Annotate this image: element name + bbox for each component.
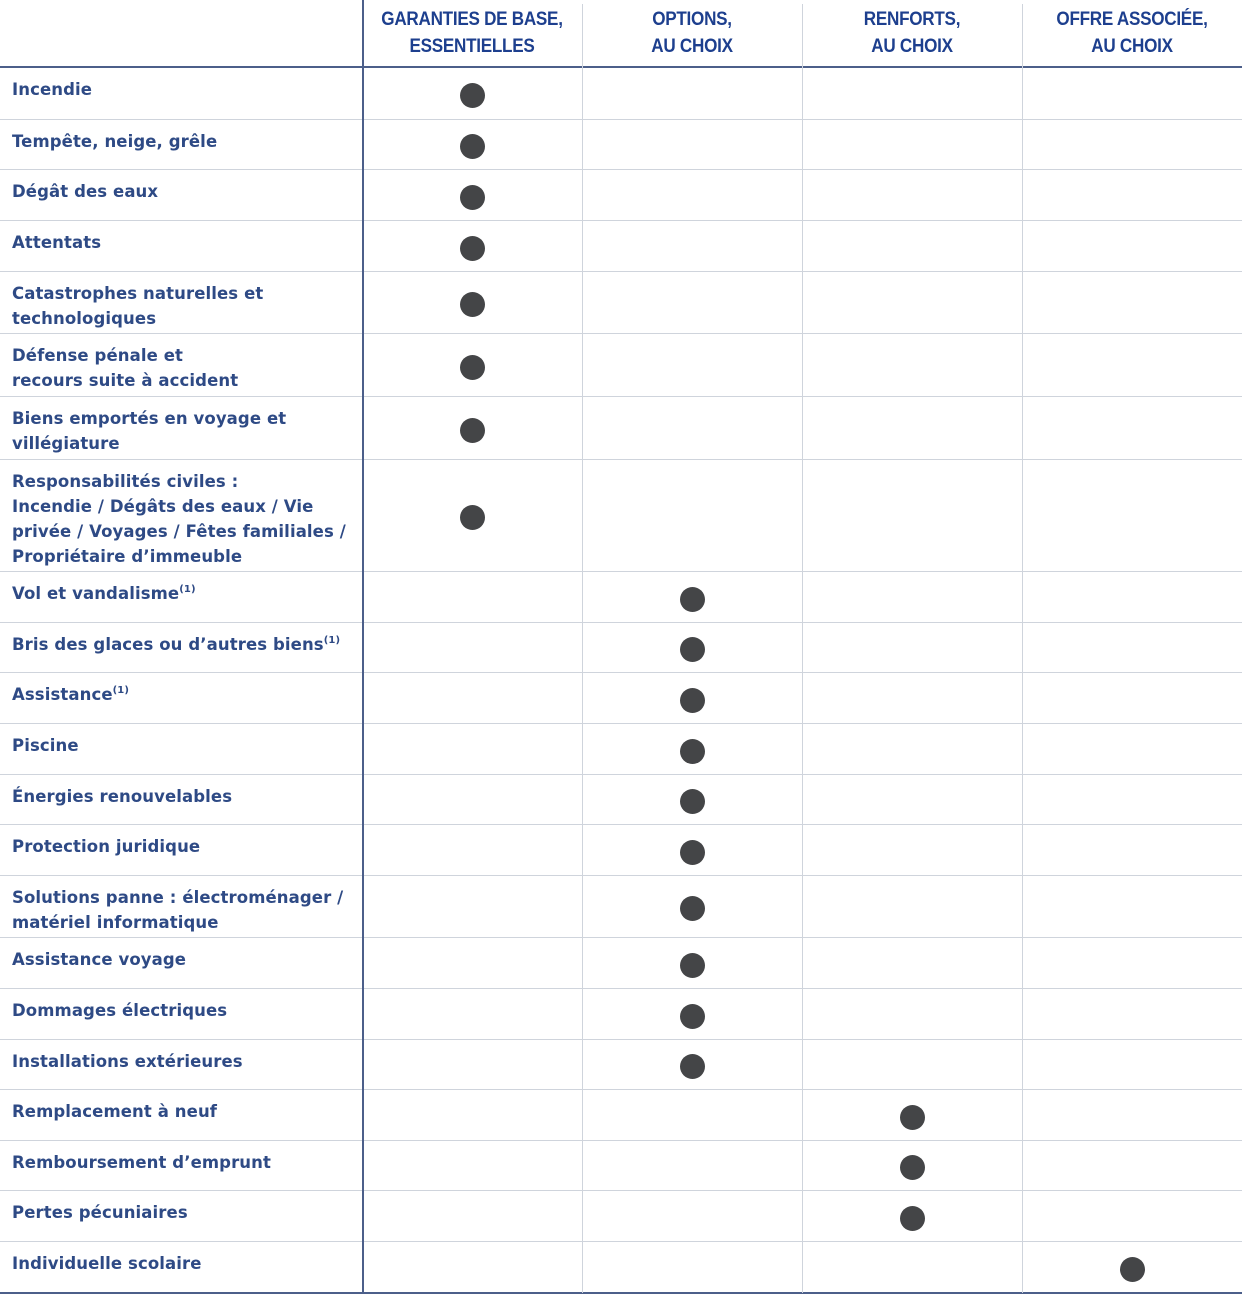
filled-circle-icon: [1120, 1257, 1145, 1282]
row-label: Dommages électriques: [12, 1001, 228, 1020]
column-header-renforts: [813, 0, 1011, 66]
row-label: Piscine: [12, 736, 79, 755]
filled-circle-icon: [460, 505, 485, 530]
column-header-line: AU CHOIX: [651, 36, 733, 57]
row-label: Défense pénale et recours suite à accident: [12, 346, 239, 390]
table-row: [0, 120, 1242, 169]
filled-circle-icon: [680, 953, 705, 978]
row-label: Installations extérieures: [12, 1052, 243, 1071]
table-row: [0, 460, 1242, 571]
row-label: Attentats: [12, 233, 102, 252]
column-header-offre: [1033, 0, 1231, 66]
label-column-divider: [362, 0, 364, 1293]
table-row: [0, 825, 1242, 875]
filled-circle-icon: [680, 1004, 705, 1029]
row-label: Bris des glaces ou d’autres biens$^{(1)}$: [12, 635, 341, 654]
filled-circle-icon: [680, 587, 705, 612]
table-row: [0, 1040, 1242, 1089]
filled-circle-icon: [680, 1054, 705, 1079]
table-row: [0, 724, 1242, 774]
row-label: Biens emportés en voyage et villégiature: [12, 409, 287, 453]
footnote-marker: (1): [179, 584, 196, 595]
table-row: [0, 876, 1242, 937]
row-label: Remplacement à neuf: [12, 1102, 218, 1121]
table-row: [0, 1090, 1242, 1140]
filled-circle-icon: [460, 236, 485, 261]
filled-circle-icon: [460, 134, 485, 159]
filled-circle-icon: [900, 1206, 925, 1231]
table-row: [0, 221, 1242, 271]
filled-circle-icon: [460, 185, 485, 210]
column-header-line: OPTIONS,: [652, 9, 732, 30]
table-row: [0, 1191, 1242, 1241]
filled-circle-icon: [900, 1155, 925, 1180]
column-header-line: ESSENTIELLES: [409, 36, 535, 57]
row-label: Incendie: [12, 80, 93, 99]
row-label: Assistance$^{(1)}$: [12, 685, 130, 704]
column-divider: [582, 4, 583, 1293]
column-header-line: AU CHOIX: [871, 36, 953, 57]
row-label: Énergies renouvelables: [12, 787, 233, 806]
filled-circle-icon: [680, 789, 705, 814]
footnote-marker: (1): [112, 685, 130, 696]
table-row: [0, 623, 1242, 672]
table-row: [0, 775, 1242, 824]
filled-circle-icon: [680, 688, 705, 713]
filled-circle-icon: [680, 739, 705, 764]
table-row: [0, 1242, 1242, 1292]
row-label: Tempête, neige, grêle: [12, 132, 218, 151]
table-row: [0, 938, 1242, 988]
column-header-options: [593, 0, 791, 66]
table-row: [0, 68, 1242, 119]
row-label: Remboursement d’emprunt: [12, 1153, 271, 1172]
column-header-line: RENFORTS,: [863, 9, 961, 30]
row-label: Pertes pécuniaires: [12, 1203, 188, 1222]
column-divider: [1022, 4, 1023, 1293]
column-header-line: OFFRE ASSOCIÉE,: [1056, 9, 1208, 30]
filled-circle-icon: [680, 896, 705, 921]
table-row: [0, 572, 1242, 622]
filled-circle-icon: [460, 83, 485, 108]
table-row: [0, 170, 1242, 220]
filled-circle-icon: [680, 637, 705, 662]
filled-circle-icon: [680, 840, 705, 865]
row-label: Individuelle scolaire: [12, 1254, 202, 1273]
column-divider: [802, 4, 803, 1293]
table-row: [0, 272, 1242, 333]
row-label: Vol et vandalisme$^{(1)}$: [12, 584, 196, 603]
table-row: [0, 397, 1242, 459]
row-label: Responsabilités civiles : Incendie / Dégâts des eaux / Vie privée / Voyages / Fêtes familiales / Propriétaire d’immeuble: [12, 472, 346, 566]
column-header-line: GARANTIES DE BASE,: [381, 9, 563, 30]
row-label: Protection juridique: [12, 837, 201, 856]
filled-circle-icon: [460, 292, 485, 317]
filled-circle-icon: [460, 418, 485, 443]
row-label: Assistance voyage: [12, 950, 187, 969]
footnote-marker: (1): [323, 635, 341, 646]
table-row: [0, 989, 1242, 1039]
column-header-line: AU CHOIX: [1091, 36, 1173, 57]
filled-circle-icon: [460, 355, 485, 380]
row-label: Solutions panne : électroménager / matériel informatique: [12, 888, 344, 932]
table-row: [0, 673, 1242, 723]
row-label: Dégât des eaux: [12, 182, 159, 201]
row-label: Catastrophes naturelles et technologiques: [12, 284, 264, 328]
filled-circle-icon: [900, 1105, 925, 1130]
table-row: [0, 334, 1242, 396]
column-header-base: [373, 0, 571, 66]
table-row: [0, 1141, 1242, 1190]
